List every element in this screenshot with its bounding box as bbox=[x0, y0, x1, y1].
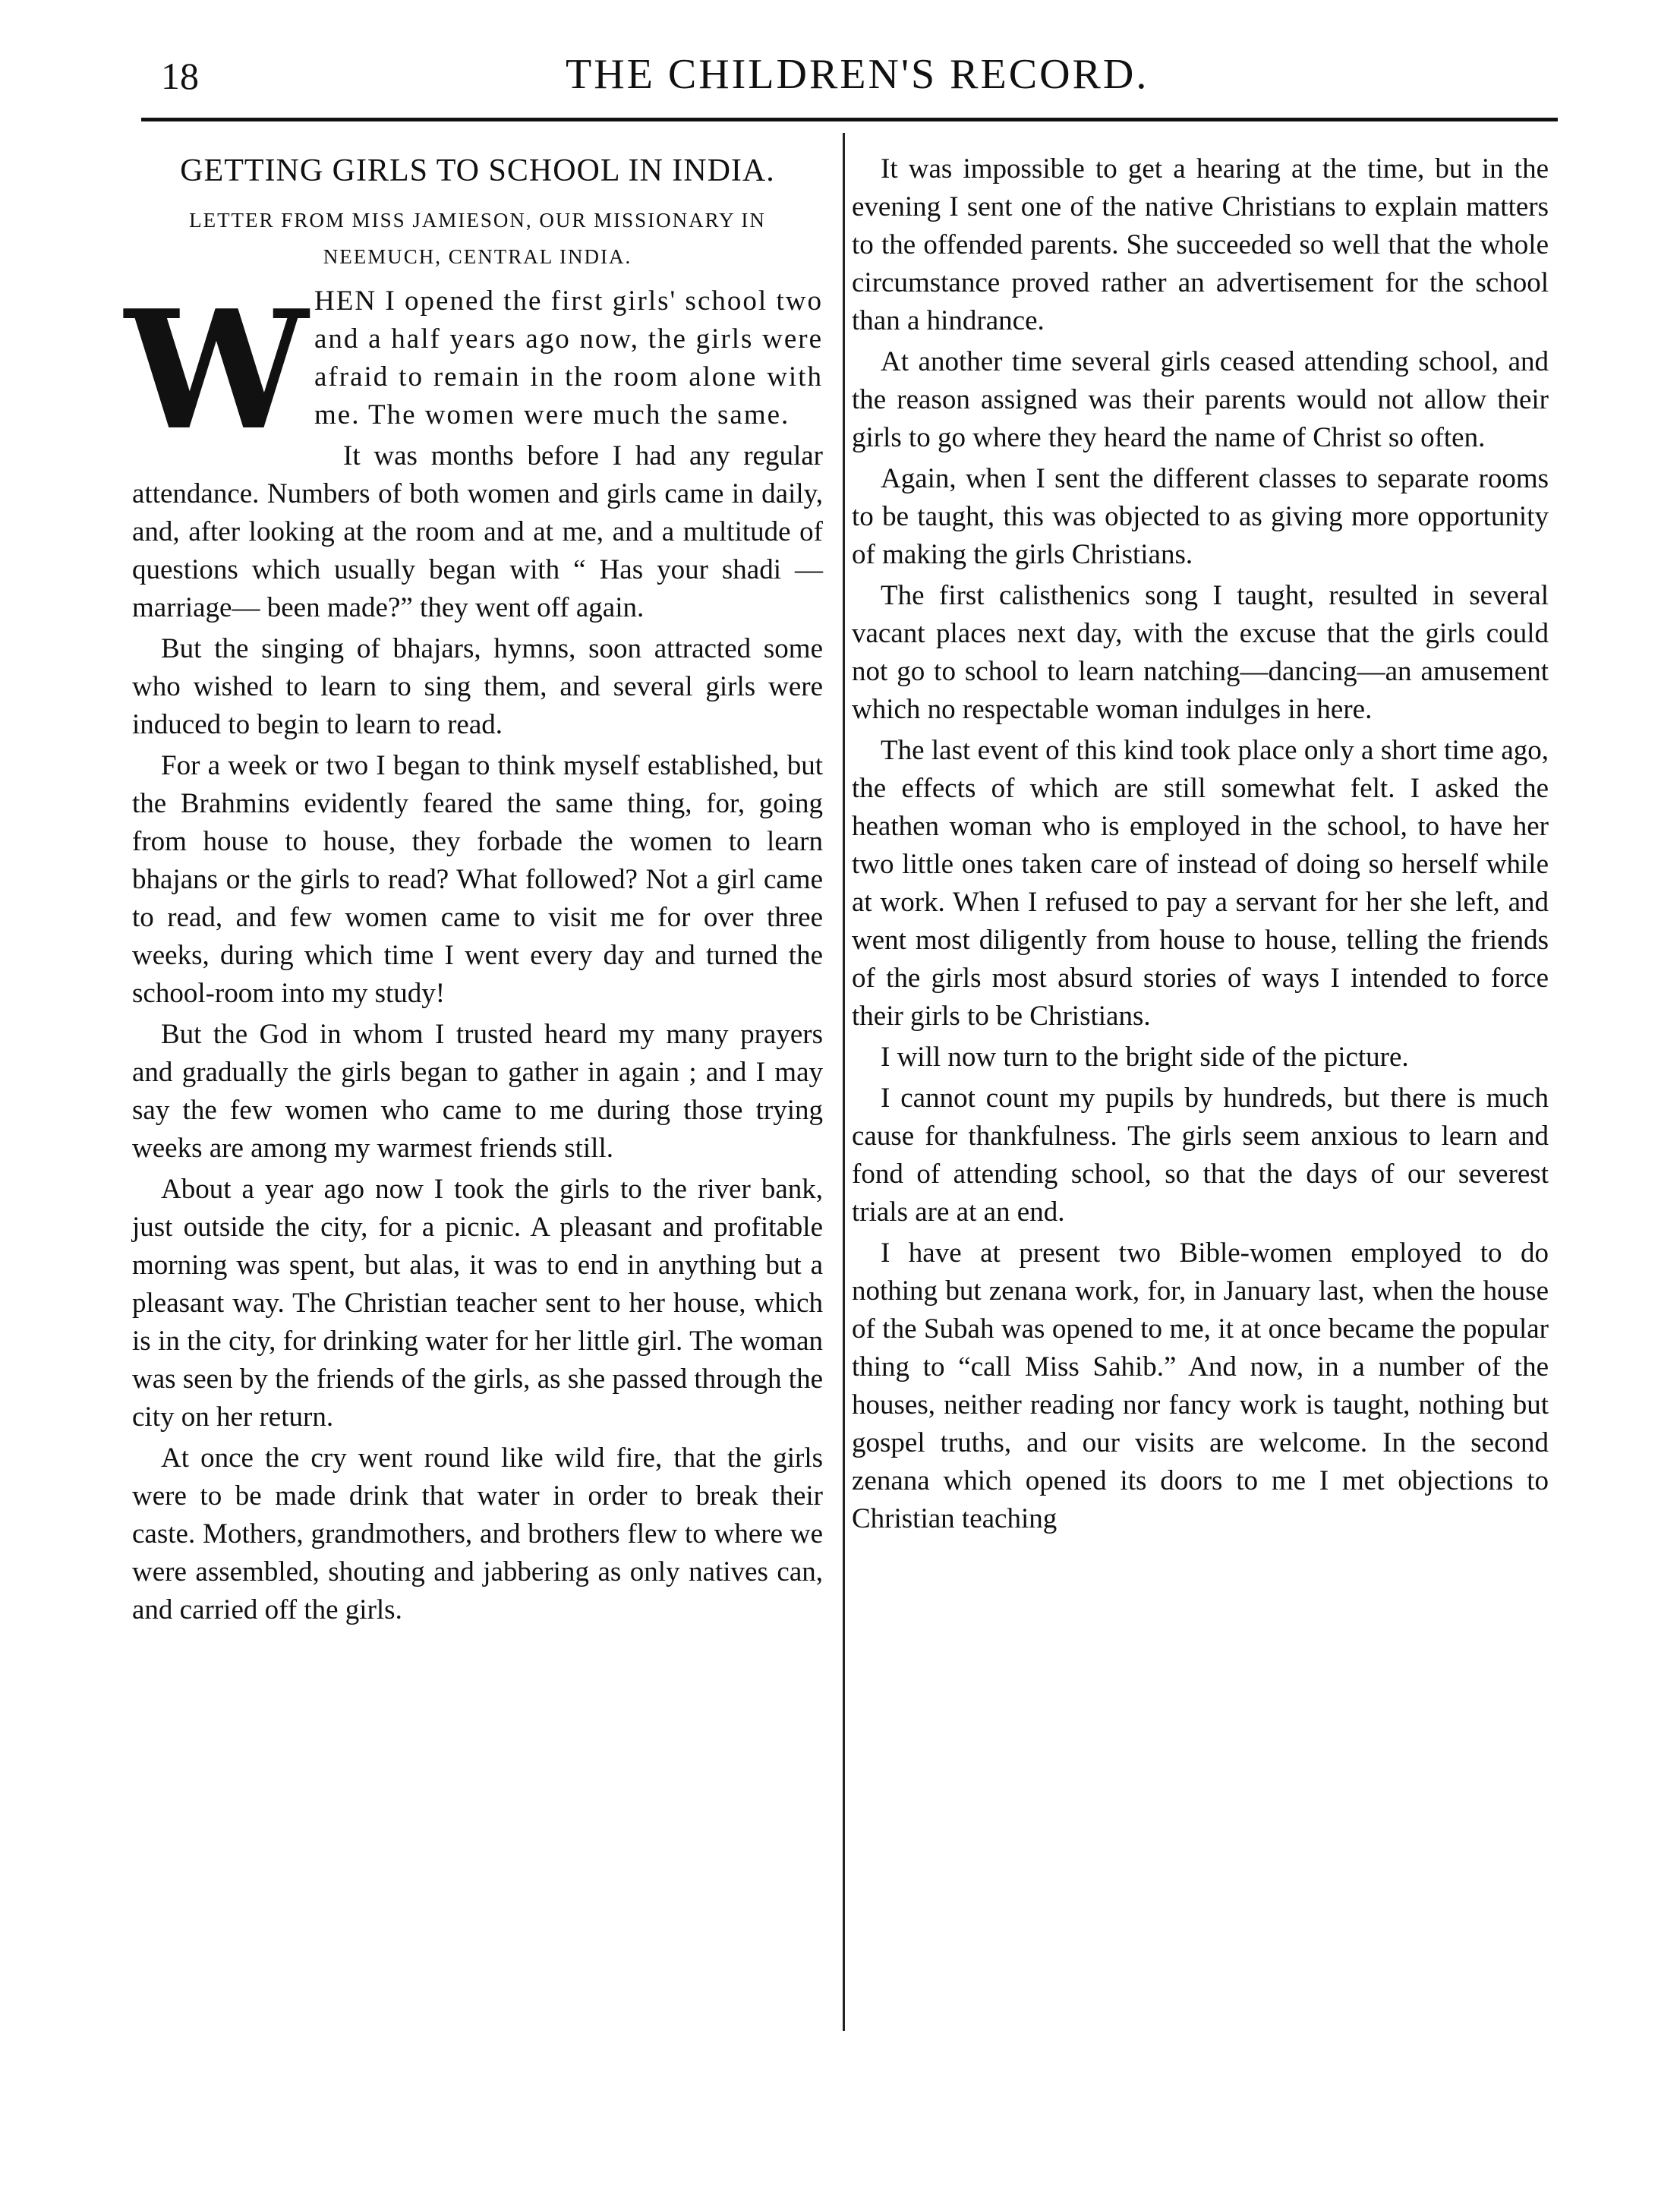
body-paragraph: Again, when I sent the different classes to separate rooms to be taught, this was objected to as giving more opportunity of making the girls Christians. bbox=[852, 463, 1549, 570]
body-paragraph: About a year ago now I took the girls to the river bank, just outside the city, for a picnic. A pleasant and profitable morning was spent, but alas, it was to end in anything but a pleasant way. The Christian teacher sent to her house, which is in the city, for drinking water for her little girl. The woman was seen by the friends of the girls, as she passed through the city on her return. bbox=[132, 1174, 823, 1433]
body-paragraph: It was impossible to get a hearing at the time, but in the evening I sent one of the native Christians to explain matters to the offended parents. She succeeded so well that the whole circumstance proved rather an advertisement for the school than a hindrance. bbox=[852, 153, 1549, 336]
drop-cap: W bbox=[125, 273, 308, 466]
body-paragraph: At another time several girls ceased attending school, and the reason assigned was their parents would not allow their girls to go where they heard the name of Christ so often. bbox=[852, 346, 1549, 453]
body-paragraph: It was months before I had any regular attendance. Numbers of both women and girls came in daily, and, after looking at the room and at me, and a multitude of questions which usually began with “ Has your shadi —marriage— been made?” they went off again. bbox=[132, 440, 823, 623]
body-paragraph: But the God in whom I trusted heard my many prayers and gradually the girls began to gather in again ; and I may say the few women who came to me during those trying weeks are among my warmest friends still. bbox=[132, 1019, 823, 1164]
body-paragraph: For a week or two I began to think myself established, but the Brahmins evidently feared the same thing, for, going from house to house, they forbade the women to learn bhajans or the girls to read? What followed? Not a girl came to read, and few women came to visit me for over three weeks, during which time I went every day and turned the school-room into my study! bbox=[132, 750, 823, 1009]
article-title: GETTING GIRLS TO SCHOOL IN INDIA. bbox=[180, 153, 775, 188]
body-paragraph: But the singing of bhajars, hymns, soon attracted some who wished to learn to sing them, and several girls were induced to begin to learn to read. bbox=[132, 633, 823, 740]
page-number: 18 bbox=[161, 55, 199, 97]
right-paragraphs bbox=[852, 150, 1549, 1538]
opening-paragraph bbox=[125, 273, 823, 466]
body-paragraph: I cannot count my pupils by hundreds, but there is much cause for thankfulness. The girls seem anxious to learn and fond of attending school, so that the days of our severest trials are at an end. bbox=[852, 1083, 1549, 1228]
body-paragraph: The first calisthenics song I taught, resulted in several vacant places next day, with the excuse that the girls could not go to school to learn natching—dancing—an amusement which no respectable woman indulges in here. bbox=[852, 580, 1549, 725]
right-column bbox=[852, 150, 1549, 1541]
left-column bbox=[125, 150, 823, 1632]
running-title: THE CHILDREN'S RECORD. bbox=[566, 51, 1149, 98]
left-paragraphs bbox=[132, 437, 823, 1629]
body-paragraph: At once the cry went round like wild fire, that the girls were to be made drink that water in order to break their caste. Mothers, grandmothers, and brothers flew to where we were assembled, shouting and jabbering as only natives can, and carried off the girls. bbox=[132, 1442, 823, 1625]
column-divider bbox=[843, 133, 845, 2031]
article-byline: LETTER FROM MISS JAMIESON, OUR MISSIONARY IN NEEMUCH, CENTRAL INDIA. bbox=[189, 209, 766, 268]
body-paragraph: I will now turn to the bright side of the picture. bbox=[881, 1042, 1409, 1073]
body-paragraph: The last event of this kind took place only a short time ago, the effects of which are still somewhat felt. I asked the heathen woman who is employed in the school, to have her two little ones taken care of instead of doing so herself while at work. When I refused to pay a servant for her she left, and went most diligently from house to house, telling the friends of the girls most absurd stories of ways I intended to force their girls to be Christians. bbox=[852, 735, 1549, 1032]
opening-text: HEN I opened the first girls' school two and a half years ago now, the girls were afraid to remain in the room alone with me. The women were much the same. bbox=[314, 285, 823, 430]
header-rule bbox=[141, 118, 1558, 121]
body-paragraph: I have at present two Bible-women employed to do nothing but zenana work, for, in January last, when the house of the Subah was opened to me, it at once became the popular thing to “call Miss Sahib.” And now, in a number of the houses, neither reading nor fancy work is taught, nothing but gospel truths, and our visits are welcome. In the second zenana which opened its doors to me I met objections to Christian teaching bbox=[852, 1237, 1549, 1534]
